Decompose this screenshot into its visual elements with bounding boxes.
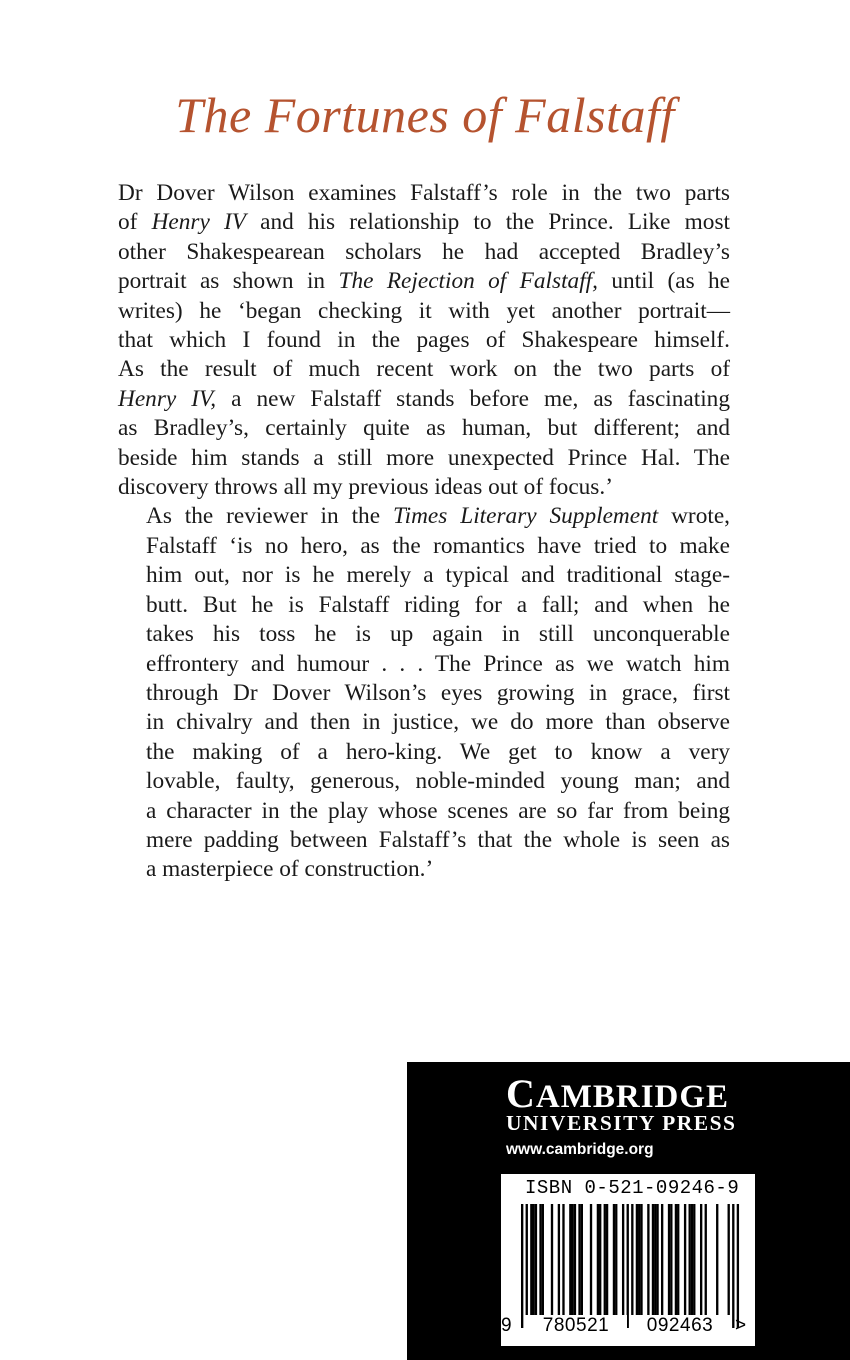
- barcode-bar: [526, 1204, 528, 1328]
- barcode-bar: [677, 1204, 679, 1316]
- barcode-bar: [597, 1204, 599, 1316]
- blurb-line: of Henry IV and his relationship to the Prince. Like most: [118, 209, 730, 236]
- publisher-subtitle: UNIVERSITY PRESS: [506, 1111, 737, 1135]
- barcode-bar: [615, 1204, 617, 1316]
- barcode-bar: [640, 1204, 642, 1316]
- barcode-bar: [638, 1204, 640, 1316]
- blurb-line: effrontery and humour . . . The Prince as we watch him: [146, 650, 730, 677]
- barcode-bar: [604, 1204, 606, 1316]
- barcode-digits-left: 780521: [525, 1315, 627, 1337]
- blurb-line: discovery throws all my previous ideas out of focus.’: [118, 474, 613, 501]
- barcode-bar: [675, 1204, 677, 1316]
- barcode-bar: [532, 1204, 534, 1316]
- barcode-bar: [656, 1204, 658, 1316]
- blurb-line: As the reviewer in the Times Literary Supplement wrote,: [146, 503, 730, 530]
- barcode-bar: [521, 1204, 523, 1328]
- barcode-bar: [647, 1204, 649, 1316]
- publisher-name-rest: AMBRIDGE: [535, 1079, 730, 1115]
- blurb-line: mere padding between Falstaff’s that the whole is seen as: [146, 826, 730, 853]
- publisher-block: [407, 1062, 850, 1360]
- barcode-bar: [562, 1204, 564, 1316]
- barcode-bar: [551, 1204, 553, 1316]
- barcode-bar: [542, 1204, 544, 1316]
- barcode-bar: [670, 1204, 672, 1316]
- blurb-paragraph-2: [118, 502, 730, 884]
- barcode-lead-digit: 9: [501, 1315, 512, 1336]
- barcode-bar: [622, 1204, 624, 1316]
- barcode-panel: [501, 1174, 755, 1346]
- book-title: The Fortunes of Falstaff: [175, 87, 675, 143]
- barcode-bar: [599, 1204, 601, 1316]
- blurb-line: in chivalry and then in justice, we do more than observe: [146, 709, 730, 736]
- barcode-bar: [693, 1204, 695, 1316]
- barcode-bar: [732, 1204, 734, 1328]
- barcode-bar: [691, 1204, 693, 1316]
- blurb-line: writes) he ‘began checking it with yet another portrait—: [118, 297, 730, 324]
- blurb-line: Falstaff ‘is no hero, as the romantics have tried to make: [146, 532, 730, 559]
- barcode-bar: [652, 1204, 654, 1316]
- blurb-line: butt. But he is Falstaff riding for a fall; and when he: [146, 591, 730, 618]
- publisher-name-initial: C: [506, 1071, 536, 1116]
- barcode-tail-mark: >: [735, 1315, 747, 1336]
- barcode-bar: [700, 1204, 702, 1316]
- barcode-bar: [661, 1204, 663, 1316]
- barcode-bar: [606, 1204, 608, 1316]
- blurb-line: that which I found in the pages of Shakespeare himself.: [118, 327, 730, 354]
- blurb-line: beside him stands a still more unexpected Prince Hal. The: [118, 444, 730, 471]
- blurb-line: other Shakespearean scholars he had accepted Bradley’s: [118, 238, 730, 265]
- barcode-bar: [581, 1204, 583, 1316]
- barcode-bar: [684, 1204, 686, 1316]
- barcode-bar: [689, 1204, 691, 1316]
- barcode-bar: [578, 1204, 580, 1316]
- barcode-bar: [631, 1204, 633, 1328]
- barcode-bar: [530, 1204, 532, 1316]
- blurb-line: a masterpiece of construction.’: [146, 856, 434, 883]
- publisher-name: [506, 1070, 846, 1117]
- barcode-bar: [571, 1204, 573, 1316]
- barcode-bar: [668, 1204, 670, 1316]
- barcode-bar: [654, 1204, 656, 1316]
- blurb-line: takes his toss he is up again in still unconquerable: [146, 621, 730, 648]
- barcode-bar: [716, 1204, 718, 1316]
- barcode-digits-right: 092463: [629, 1315, 731, 1337]
- barcode-bar: [627, 1204, 629, 1328]
- barcode-bar: [569, 1204, 571, 1316]
- barcode-bar: [613, 1204, 615, 1316]
- barcode-bar: [558, 1204, 560, 1316]
- blurb-line: lovable, faulty, generous, noble-minded young man; and: [146, 768, 730, 795]
- barcode-bar: [574, 1204, 576, 1316]
- barcode-bar: [539, 1204, 541, 1316]
- blurb-line: As the result of much recent work on the two parts of: [118, 356, 730, 383]
- blurb-text: [118, 179, 730, 885]
- blurb-line: Henry IV, a new Falstaff stands before me, as fascinating: [118, 385, 730, 412]
- blurb-line: the making of a hero-king. We get to know a very: [146, 738, 730, 765]
- barcode-bar: [737, 1204, 739, 1328]
- blurb-line: a character in the play whose scenes are so far from being: [146, 797, 730, 824]
- blurb-line: portrait as shown in The Rejection of Falstaff, until (as he: [118, 268, 731, 295]
- blurb-line: through Dr Dover Wilson’s eyes growing in grace, first: [146, 679, 730, 706]
- barcode-bar: [705, 1204, 707, 1316]
- barcode-bar: [728, 1204, 730, 1316]
- blurb-paragraph-1: [118, 179, 730, 502]
- barcode-bar: [636, 1204, 638, 1316]
- barcode-bar: [535, 1204, 537, 1316]
- barcode-bar: [590, 1204, 592, 1316]
- blurb-line: him out, nor is he merely a typical and traditional stage-: [146, 562, 730, 589]
- blurb-line: as Bradley’s, certainly quite as human, but different; and: [118, 415, 730, 442]
- publisher-url: www.cambridge.org: [506, 1141, 654, 1158]
- blurb-line: Dr Dover Wilson examines Falstaff’s role in the two parts: [118, 180, 730, 206]
- isbn-label: ISBN 0-521-09246-9: [525, 1177, 740, 1199]
